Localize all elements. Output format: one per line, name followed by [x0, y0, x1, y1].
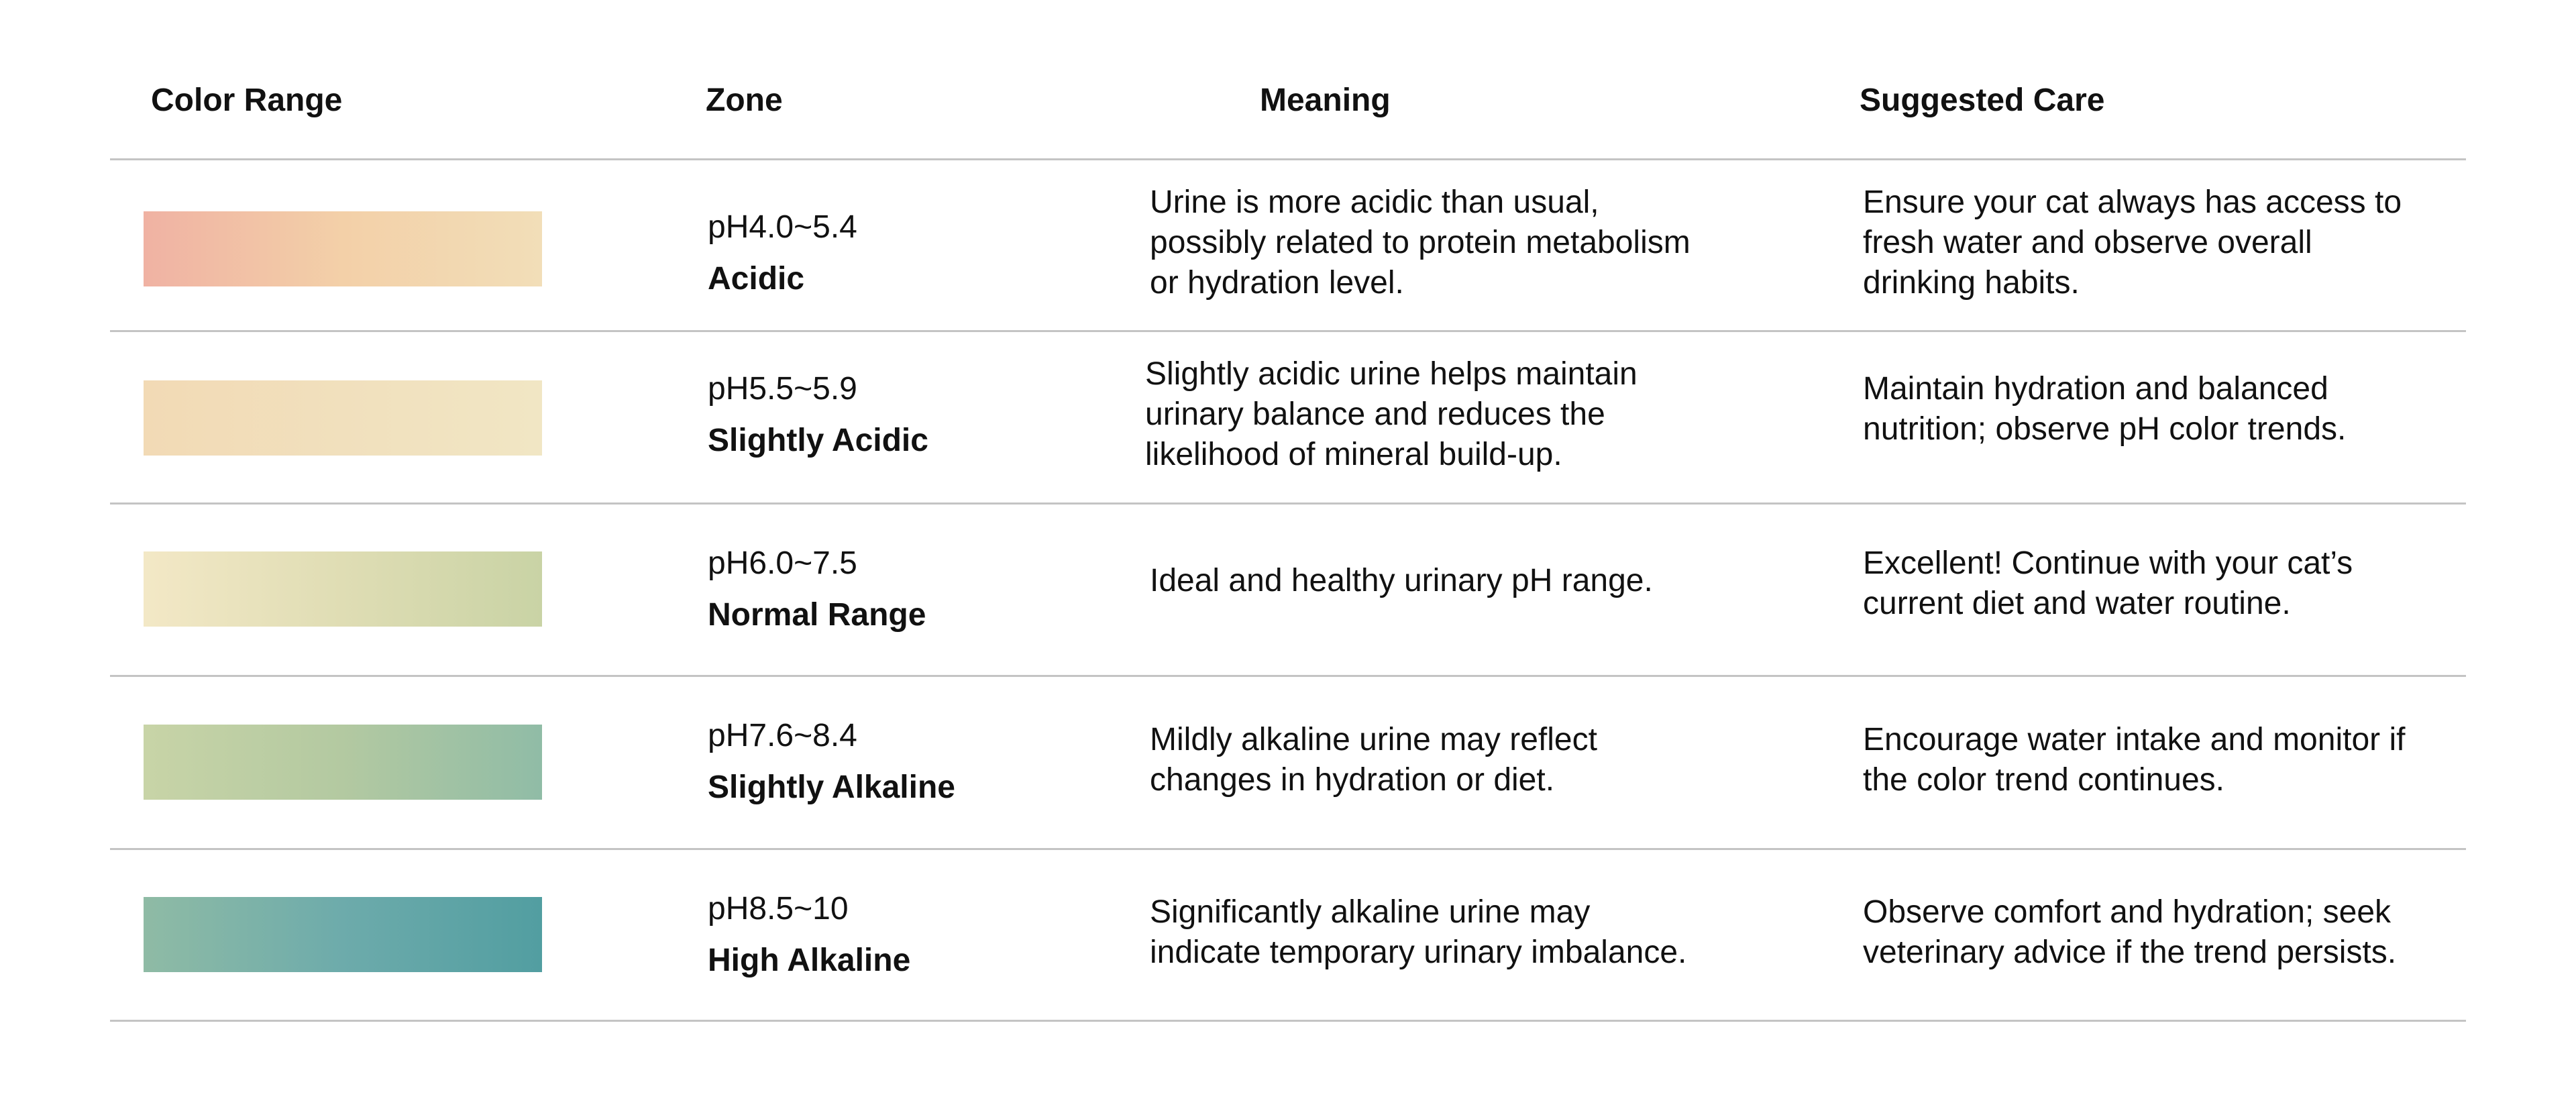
header-zone: Zone — [706, 83, 783, 118]
ph-range: pH7.6~8.4 — [708, 718, 857, 753]
zone-name: Slightly Alkaline — [708, 770, 955, 805]
ph-range: pH4.0~5.4 — [708, 209, 857, 245]
row-divider — [110, 848, 2466, 850]
color-swatch — [144, 380, 542, 456]
header-color-range: Color Range — [151, 83, 343, 118]
zone-name: High Alkaline — [708, 943, 911, 978]
header-suggested-care: Suggested Care — [1860, 83, 2105, 118]
zone-name: Slightly Acidic — [708, 423, 928, 458]
ph-range: pH8.5~10 — [708, 891, 849, 927]
zone-cell — [708, 207, 857, 299]
zone-name: Acidic — [708, 261, 805, 297]
bottom-divider — [110, 1020, 2466, 1022]
care-text: Maintain hydration and balanced nutrition; observe pH color trends. — [1863, 371, 2347, 447]
meaning-text: Significantly alkaline urine may indicate temporary urinary imbalance. — [1150, 894, 1687, 970]
care-text: Excellent! Continue with your cat’s current diet and water routine. — [1863, 545, 2353, 621]
meaning-text: Mildly alkaline urine may reflect changes in hydration or diet. — [1150, 722, 1597, 798]
meaning-text: Slightly acidic urine helps maintain urinary balance and reduces the likelihood of mineral build-up. — [1145, 356, 1638, 472]
row-divider — [110, 502, 2466, 505]
header-divider — [110, 158, 2466, 160]
care-text: Observe comfort and hydration; seek veterinary advice if the trend persists. — [1863, 894, 2397, 970]
care-text: Encourage water intake and monitor if the color trend continues. — [1863, 722, 2406, 798]
color-swatch — [144, 725, 542, 800]
color-swatch — [144, 551, 542, 627]
ph-range: pH6.0~7.5 — [708, 545, 857, 581]
row-divider — [110, 330, 2466, 332]
zone-cell — [708, 716, 955, 808]
care-text: Ensure your cat always has access to fresh water and observe overall drinking habits. — [1863, 184, 2402, 301]
zone-cell — [708, 889, 910, 981]
color-swatch — [144, 211, 542, 286]
meaning-text: Ideal and healthy urinary pH range. — [1150, 563, 1653, 598]
meaning-text: Urine is more acidic than usual, possibly related to protein metabolism or hydration level. — [1150, 184, 1690, 301]
zone-cell — [708, 543, 926, 635]
ph-range: pH5.5~5.9 — [708, 371, 857, 407]
row-divider — [110, 675, 2466, 677]
header-meaning: Meaning — [1260, 83, 1391, 118]
zone-cell — [708, 369, 928, 461]
zone-name: Normal Range — [708, 597, 926, 633]
color-swatch — [144, 897, 542, 972]
